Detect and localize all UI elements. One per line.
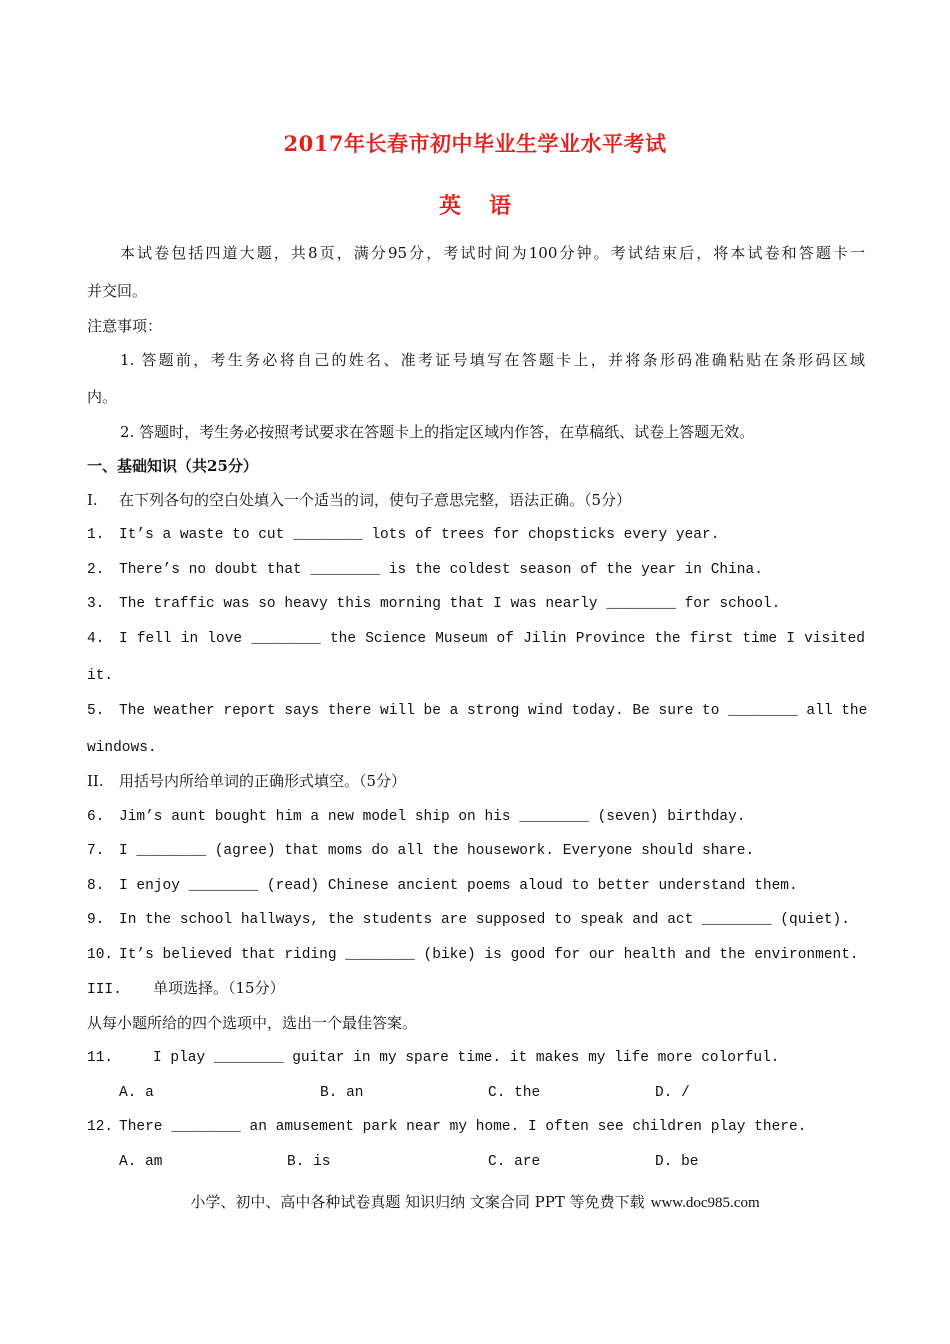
question-7 <box>87 841 865 861</box>
question-8 <box>87 876 865 896</box>
option-b: B. is <box>287 1154 331 1170</box>
question-number: 6. <box>87 809 105 825</box>
option-c: C. the <box>488 1085 541 1101</box>
question-text: Jim’s aunt bought him a new model ship on his ________ (seven) birthday. <box>119 809 746 825</box>
exam-subject: 英语 <box>438 193 539 219</box>
question-number: 2. <box>87 562 105 578</box>
question-number: 8. <box>87 878 105 894</box>
question-number: 11. <box>87 1050 114 1066</box>
part-1-instruction <box>87 490 865 510</box>
question-5-continued: windows. <box>87 740 157 756</box>
intro-line-2: 并交回。 <box>87 282 148 300</box>
option-c: C. are <box>488 1154 541 1170</box>
intro-line-1: 本试卷包括四道大题，共8页，满分95分，考试时间为100分钟。考试结束后，将本试卷和答题卡一 <box>120 244 865 262</box>
question-1 <box>87 525 865 545</box>
question-text: There ________ an amusement park near my home. I often see children play there. <box>119 1119 807 1135</box>
part-2-label: II. <box>87 772 104 790</box>
question-text: I ________ (agree) that moms do all the housework. Everyone should share. <box>119 843 755 859</box>
question-number: 10. <box>87 947 114 963</box>
question-10 <box>87 945 865 965</box>
question-number: 5. <box>87 703 105 719</box>
question-number: 9. <box>87 912 105 928</box>
question-text: There’s no doubt that ________ is the coldest season of the year in China. <box>119 562 763 578</box>
part-2-instruction <box>87 771 865 791</box>
part-1-label: I. <box>87 491 98 509</box>
part-3-sub-instruction: 从每小题所给的四个选项中，选出一个最佳答案。 <box>87 1014 418 1032</box>
page-footer <box>0 1191 950 1212</box>
question-6 <box>87 807 865 827</box>
question-number: 7. <box>87 843 105 859</box>
question-text: I enjoy ________ (read) Chinese ancient poems aloud to better understand them. <box>119 878 798 894</box>
option-a: A. am <box>119 1154 163 1170</box>
question-number: 12. <box>87 1119 114 1135</box>
note-2: 2. 答题时，考生务必按照考试要求在答题卡上的指定区域内作答，在草稿纸、试卷上答题无效。 <box>120 423 755 441</box>
question-number: 4. <box>87 631 105 647</box>
question-number: 1. <box>87 527 105 543</box>
note-1-line-1: 1. 答题前，考生务必将自己的姓名、准考证号填写在答题卡上，并将条形码准确粘贴在条形码区域 <box>120 351 865 369</box>
question-number: 3. <box>87 596 105 612</box>
part-3-label: III. <box>87 982 122 998</box>
option-b: B. an <box>320 1085 364 1101</box>
option-a: A. a <box>119 1085 154 1101</box>
footer-text: 小学、初中、高中各种试卷真题 知识归纳 文案合同 PPT 等免费下载 <box>190 1193 645 1211</box>
question-4 <box>87 629 865 649</box>
exam-title: 2017年长春市初中毕业生学业水平考试 <box>283 131 667 156</box>
question-text: It’s believed that riding ________ (bike) is good for our health and the environment. <box>119 947 859 963</box>
question-3 <box>87 594 865 614</box>
section-1-heading: 一、基础知识（共25分） <box>87 457 258 475</box>
option-d: D. / <box>655 1085 690 1101</box>
question-text: The weather report says there will be a strong wind today. Be sure to ________ all the <box>119 703 868 719</box>
part-3-instruction-text: 单项选择。（15分） <box>153 979 285 997</box>
question-5 <box>87 701 868 721</box>
question-9 <box>87 910 865 930</box>
question-text: I fell in love ________ the Science Museum of Jilin Province the first time I visited <box>119 631 865 647</box>
question-text: In the school hallways, the students are supposed to speak and act ________ (quiet). <box>119 912 850 928</box>
question-text: The traffic was so heavy this morning that I was nearly ________ for school. <box>119 596 781 612</box>
question-2 <box>87 560 865 580</box>
part-3-instruction <box>87 978 865 1000</box>
question-12 <box>87 1117 865 1137</box>
question-text: It’s a waste to cut ________ lots of trees for chopsticks every year. <box>119 527 720 543</box>
question-11 <box>87 1048 865 1068</box>
part-1-instruction-text: 在下列各句的空白处填入一个适当的词，使句子意思完整，语法正确。（5分） <box>119 491 632 509</box>
footer-link[interactable]: www.doc985.com <box>650 1195 760 1211</box>
question-4-continued: it. <box>87 668 114 684</box>
note-1-line-2: 内。 <box>87 388 118 406</box>
part-2-instruction-text: 用括号内所给单词的正确形式填空。（5分） <box>119 772 407 790</box>
option-d: D. be <box>655 1154 699 1170</box>
question-text: I play ________ guitar in my spare time. it makes my life more colorful. <box>153 1050 780 1066</box>
notes-heading: 注意事项： <box>87 317 163 335</box>
